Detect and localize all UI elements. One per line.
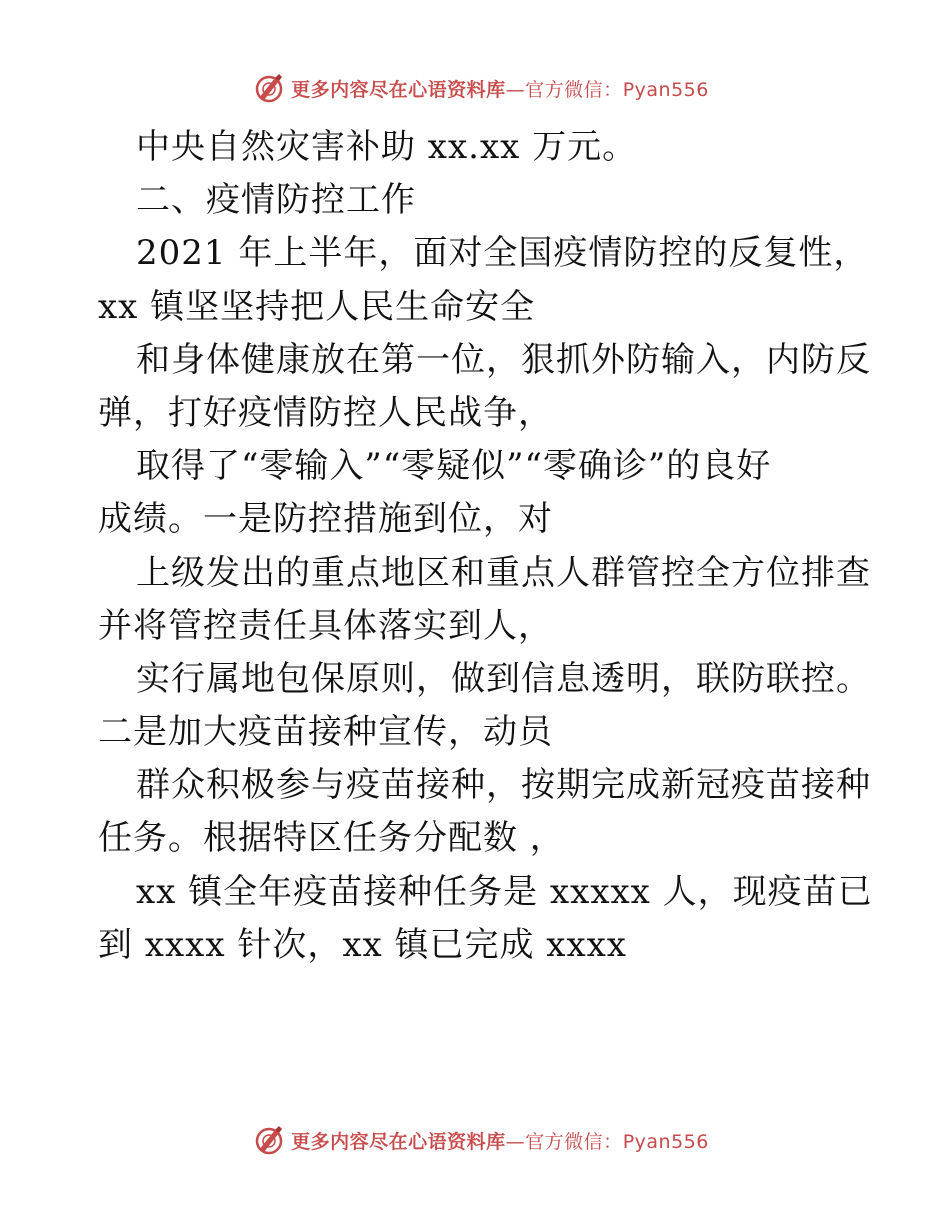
watermark-label: —官方微信： bbox=[505, 1130, 623, 1153]
body-line: 取得了“零输入”“零疑似”“零确诊”的良好 bbox=[136, 446, 772, 487]
body-line: 群众积极参与疫苗接种，按期完成新冠疫苗接种 bbox=[136, 765, 871, 806]
pen-nib-circle-logo-icon bbox=[253, 1124, 285, 1156]
body-line: 任务。根据特区任务分配数 ， bbox=[98, 818, 565, 859]
watermark-brand: 更多内容尽在心语资料库 bbox=[291, 78, 506, 101]
body-line: xx 镇坚坚持把人民生命安全 bbox=[98, 286, 536, 327]
header-watermark bbox=[0, 68, 950, 108]
body-line: 二是加大疫苗接种宣传，动员 bbox=[98, 712, 553, 753]
body-line: 中央自然灾害补助 xx.xx 万元。 bbox=[136, 127, 638, 167]
section-heading: 二、疫情防控工作 bbox=[136, 180, 416, 221]
watermark-group bbox=[253, 72, 709, 104]
watermark-brand: 更多内容尽在心语资料库 bbox=[291, 1130, 506, 1153]
watermark-label: —官方微信： bbox=[505, 78, 623, 101]
watermark-wechat-id: Pyan556 bbox=[622, 78, 709, 101]
watermark-wechat-id: Pyan556 bbox=[622, 1130, 709, 1153]
body-line: 上级发出的重点地区和重点人群管控全方位排查 bbox=[136, 552, 871, 593]
body-line: 2021 年上半年，面对全国疫情防控的反复性， bbox=[136, 233, 869, 274]
body-text bbox=[98, 121, 873, 972]
watermark-text bbox=[291, 75, 709, 102]
body-line: 成绩。一是防控措施到位，对 bbox=[98, 499, 553, 540]
body-line: 实行属地包保原则，做到信息透明，联防联控。 bbox=[136, 658, 871, 699]
watermark-text bbox=[291, 1127, 709, 1154]
watermark-group bbox=[253, 1124, 709, 1156]
footer-watermark bbox=[0, 1120, 950, 1160]
pen-nib-circle-logo-icon bbox=[253, 72, 285, 104]
body-line: 并将管控责任具体落实到人， bbox=[98, 605, 553, 646]
body-line: 到 xxxx 针次，xx 镇已完成 xxxx bbox=[98, 924, 627, 965]
body-line: 和身体健康放在第一位，狠抓外防输入，内防反 bbox=[136, 339, 871, 380]
body-line: xx 镇全年疫苗接种任务是 xxxxx 人，现疫苗已 bbox=[136, 871, 873, 912]
body-line: 弹，打好疫情防控人民战争， bbox=[98, 392, 553, 433]
